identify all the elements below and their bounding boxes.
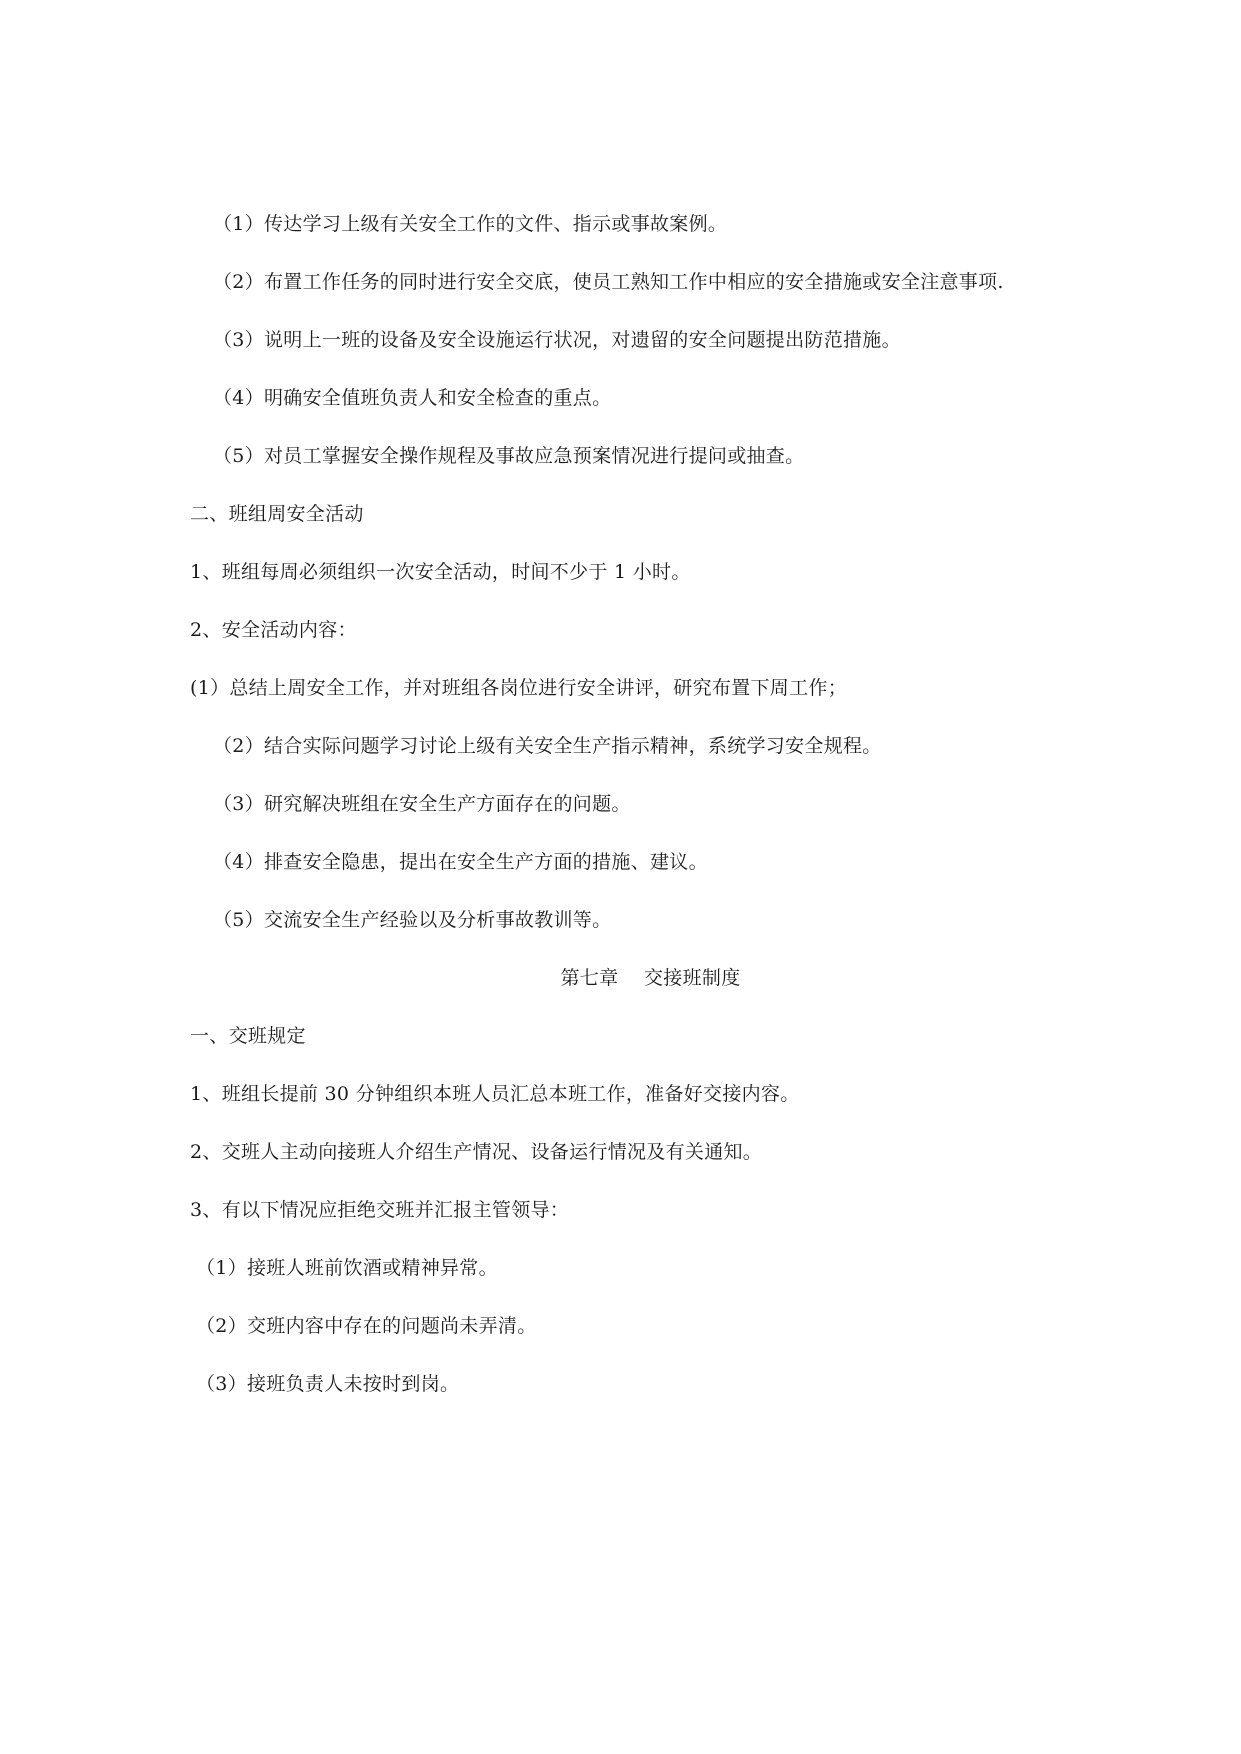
list-item: （1）传达学习上级有关安全工作的文件、指示或事故案例。 (213, 213, 728, 235)
list-item: （3）说明上一班的设备及安全设施运行状况，对遗留的安全问题提出防范措施。 (213, 329, 901, 351)
section-heading: 一、交班规定 (190, 1025, 306, 1047)
list-item: （2）布置工作任务的同时进行安全交底，使员工熟知工作中相应的安全措施或安全注意事项. (213, 271, 1004, 293)
list-item: （5）对员工掌握安全操作规程及事故应急预案情况进行提问或抽查。 (213, 445, 805, 467)
chapter-title: 第七章 交接班制度 (560, 967, 741, 989)
list-item: （5）交流安全生产经验以及分析事故教训等。 (213, 909, 612, 931)
list-item: （3）接班负责人未按时到岗。 (196, 1373, 460, 1395)
list-item: （4）排查安全隐患，提出在安全生产方面的措施、建议。 (213, 851, 708, 873)
list-item: （2）结合实际问题学习讨论上级有关安全生产指示精神，系统学习安全规程。 (213, 735, 882, 757)
list-item: （2）交班内容中存在的问题尚未弄清。 (196, 1315, 537, 1337)
rule-paragraph: 1、班组长提前 30 分钟组织本班人员汇总本班工作，准备好交接内容。 (190, 1083, 800, 1105)
rule-paragraph: 3、有以下情况应拒绝交班并汇报主管领导： (190, 1199, 570, 1221)
section-heading: 二、班组周安全活动 (190, 503, 364, 525)
rule-paragraph: 2、交班人主动向接班人介绍生产情况、设备运行情况及有关通知。 (190, 1141, 763, 1163)
list-item: （1）接班人班前饮酒或精神异常。 (196, 1257, 498, 1279)
list-item: (1）总结上周安全工作，并对班组各岗位进行安全讲评，研究布置下周工作； (190, 677, 848, 699)
rule-paragraph: 2、安全活动内容： (190, 619, 357, 641)
list-item: （4）明确安全值班负责人和安全检查的重点。 (213, 387, 612, 409)
list-item: （3）研究解决班组在安全生产方面存在的问题。 (213, 793, 631, 815)
rule-paragraph: 1、班组每周必须组织一次安全活动，时间不少于 1 小时。 (190, 561, 691, 583)
